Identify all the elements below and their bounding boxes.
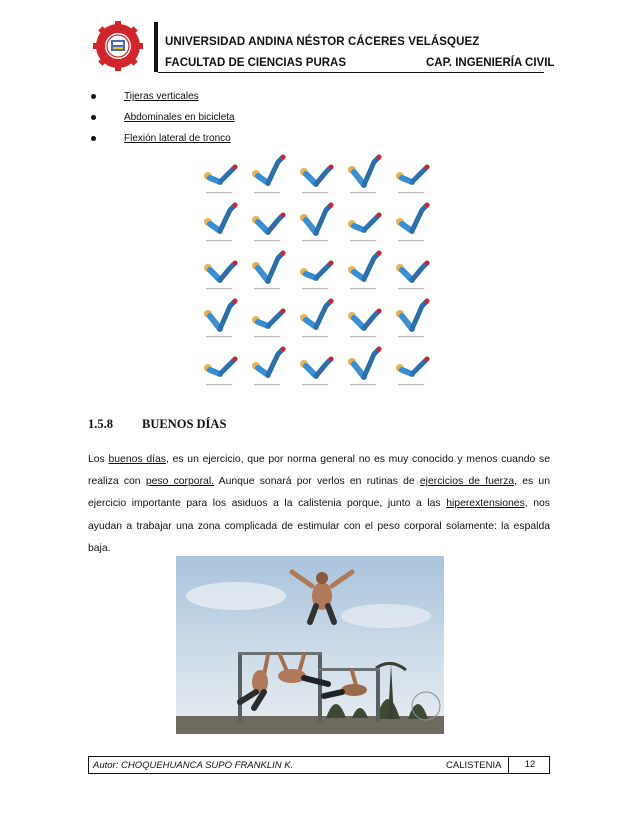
paragraph-text: Los bbox=[88, 454, 105, 465]
header-rule bbox=[158, 72, 544, 73]
exercise-list bbox=[88, 86, 235, 149]
exercise-figure bbox=[396, 299, 430, 338]
list-item-label[interactable]: Tijeras verticales bbox=[124, 91, 199, 102]
bullet-icon bbox=[91, 136, 96, 141]
header-bar bbox=[154, 22, 158, 72]
exercise-figure bbox=[396, 165, 430, 194]
link-ejercicios-de-fuerza[interactable]: ejercicios de fuerza bbox=[419, 476, 515, 488]
body-paragraph bbox=[88, 449, 550, 560]
exercise-figure bbox=[348, 347, 382, 386]
exercise-figure bbox=[396, 261, 430, 290]
list-item bbox=[88, 128, 235, 149]
calisthenics-photo bbox=[176, 556, 444, 734]
exercise-figure bbox=[300, 203, 334, 242]
faculty-name: FACULTAD DE CIENCIAS PURAS bbox=[165, 57, 347, 69]
exercise-figure bbox=[300, 165, 334, 194]
exercise-illustration-grid bbox=[194, 152, 434, 394]
exercise-figure bbox=[252, 155, 286, 194]
exercise-figure bbox=[204, 165, 238, 194]
section-number: 1.5.8 bbox=[88, 417, 113, 431]
link-peso-corporal[interactable]: peso corporal. bbox=[145, 476, 215, 488]
exercise-figure bbox=[300, 357, 334, 386]
list-item-label[interactable]: Abdominales en bicicleta bbox=[124, 112, 235, 123]
exercise-figure bbox=[204, 203, 238, 242]
exercise-figures bbox=[194, 152, 434, 394]
section-heading bbox=[88, 417, 226, 432]
exercise-figure bbox=[252, 309, 286, 338]
exercise-figure bbox=[252, 347, 286, 386]
section-title: BUENOS DÍAS bbox=[142, 417, 227, 431]
link-hiperextensiones[interactable]: hiperextensiones bbox=[446, 498, 525, 510]
exercise-figure bbox=[348, 251, 382, 290]
exercise-figure bbox=[252, 251, 286, 290]
university-logo bbox=[92, 20, 144, 72]
exercise-figure bbox=[252, 213, 286, 242]
footer-author: Autor: CHOQUEHUANCA SUPO FRANKLIN K. bbox=[93, 760, 294, 771]
bullet-icon bbox=[91, 115, 96, 120]
paragraph-text: , nos ayudan a trabajar una zona complicada de estimular con el peso corporal solamente: la espalda baja. bbox=[88, 498, 550, 554]
exercise-figure bbox=[204, 357, 238, 386]
exercise-figure bbox=[348, 213, 382, 242]
list-item-label[interactable]: Flexión lateral de tronco bbox=[124, 133, 231, 144]
link-buenos-dias[interactable]: buenos días bbox=[108, 454, 166, 465]
exercise-figure bbox=[348, 309, 382, 338]
list-item bbox=[88, 107, 235, 128]
exercise-figure bbox=[348, 155, 382, 194]
university-name: UNIVERSIDAD ANDINA NÉSTOR CÁCERES VELÁSQUEZ bbox=[165, 36, 480, 48]
exercise-figure bbox=[204, 299, 238, 338]
exercise-figure bbox=[396, 203, 430, 242]
exercise-figure bbox=[204, 261, 238, 290]
exercise-figure bbox=[300, 261, 334, 290]
bullet-icon bbox=[91, 94, 96, 99]
footer-topic: CALISTENIA bbox=[446, 760, 502, 771]
list-item bbox=[88, 86, 235, 107]
page-footer bbox=[88, 756, 550, 774]
department-name: CAP. INGENIERÍA CIVIL bbox=[426, 57, 555, 69]
page-number: 12 bbox=[508, 757, 551, 773]
paragraph-text: , es un ejercicio importante para los asiduos a la calistenia porque, junto a las bbox=[88, 476, 550, 510]
exercise-figure bbox=[396, 357, 430, 386]
paragraph-text: Aunque sonará por verlos en rutinas de bbox=[214, 476, 420, 488]
paragraph-text: , es un ejercicio, que por norma general no es muy conocido y menos cuando se realiza con bbox=[88, 454, 551, 488]
exercise-figure bbox=[300, 299, 334, 338]
